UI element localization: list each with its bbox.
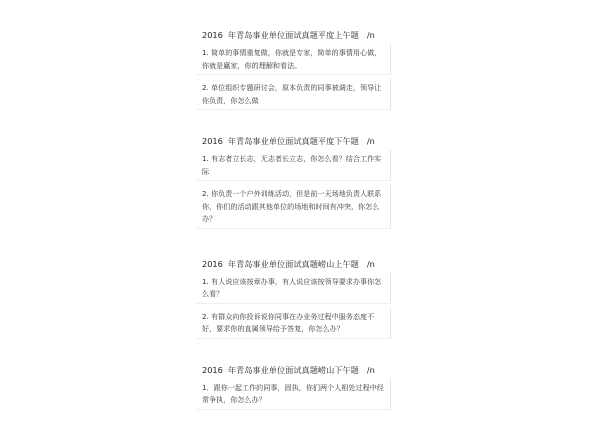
section-heading [196,259,396,273]
section-title: 年青岛事业单位面试真题平度下午题 [227,136,359,146]
exam-section [196,365,396,410]
section-tail: /n [366,258,375,269]
section-year: 2016 [202,364,223,375]
exam-section [196,136,396,229]
question-item: 1．跟你一起工作的同事，固执，你们两个人相处过程中经常争执，你怎么办？ [196,379,391,410]
section-tail: /n [366,30,375,40]
section-tail: /n [366,136,375,146]
question-item: 1. 简单的事情重复做，你就是专家，简单的事情用心做，你就是赢家，你的理解和看法。 [196,44,391,75]
section-title: 年青岛事业单位面试真题崂山下午题 [227,364,359,375]
question-item: 2. 有群众向你投诉说你同事在办业务过程中服务态度不好，要求你的直属领导给予答复，你怎么办？ [196,308,391,339]
document-body [196,30,396,436]
section-heading [196,136,396,150]
section-heading [196,365,396,379]
exam-section [196,259,396,339]
section-title: 年青岛事业单位面试真题平度上午题 [227,30,359,40]
question-item: 2. 你负责一个户外训练活动，但是前一天场地负责人联系你，你们的活动跟其他单位的场地和时间有冲突，你怎么办？ [196,185,391,229]
section-tail: /n [366,364,375,375]
exam-section [196,30,396,110]
section-year: 2016 [202,258,223,269]
question-item: 1. 有志者立长志，无志者长立志，你怎么看？结合工作实际 [196,150,391,181]
section-year: 2016 [202,136,223,146]
question-item: 1. 有人说应该按章办事，有人说应该按领导要求办事你怎么看？ [196,273,391,304]
section-title: 年青岛事业单位面试真题崂山上午题 [227,258,359,269]
section-year: 2016 [202,30,223,40]
question-item: 2. 单位组织专题研讨会，原本负责的同事被调走，领导让你负责，你怎么做 [196,79,391,110]
section-heading [196,30,396,44]
